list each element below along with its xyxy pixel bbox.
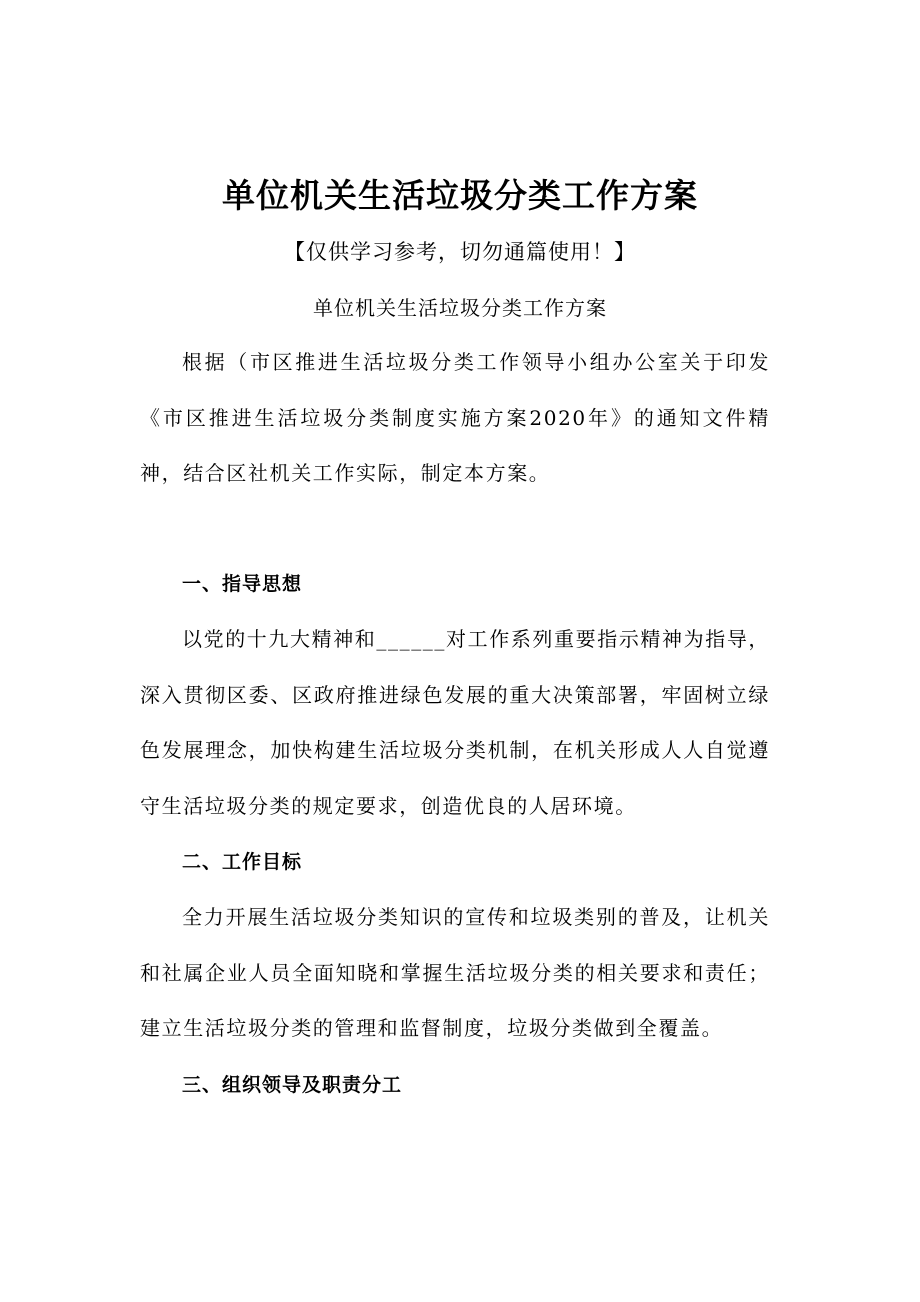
body-text-after-blank: 对工作系列重要指示精神为指导，深入贯彻区委、区政府推进绿色发展的重大决策部署，牢固树立绿色发展理念，加快构建生活垃圾分类机制，在机关形成人人自觉遵守生活垃圾分类的规定要求，创造优良的人居环境。 <box>140 627 771 818</box>
usage-notice: 【仅供学习参考，切勿通篇使用！】 <box>284 240 636 264</box>
section-heading-organization: 三、组织领导及职责分工 <box>182 1074 403 1096</box>
body-text-before-blank: 以党的十九大精神和 <box>182 627 377 651</box>
document-title: 单位机关生活垃圾分类工作方案 <box>222 176 698 215</box>
section-body-work-goals: 全力开展生活垃圾分类知识的宣传和垃圾类别的普及，让机关和社属企业人员全面知晓和掌握生活垃圾分类的相关要求和责任；建立生活垃圾分类的管理和监督制度，垃圾分类做到全覆盖。 <box>140 905 770 1040</box>
section-body-guiding-ideology <box>140 612 770 834</box>
section-heading-guiding-ideology: 一、指导思想 <box>182 573 303 595</box>
document-subtitle: 单位机关生活垃圾分类工作方案 <box>313 296 607 320</box>
section-heading-work-goals: 二、工作目标 <box>182 851 303 873</box>
fill-in-blank: ______ <box>376 627 447 651</box>
intro-paragraph: 根据（市区推进生活垃圾分类工作领导小组办公室关于印发《市区推进生活垃圾分类制度实施方案2020年》的通知文件精神，结合区社机关工作实际，制定本方案。 <box>140 350 770 485</box>
